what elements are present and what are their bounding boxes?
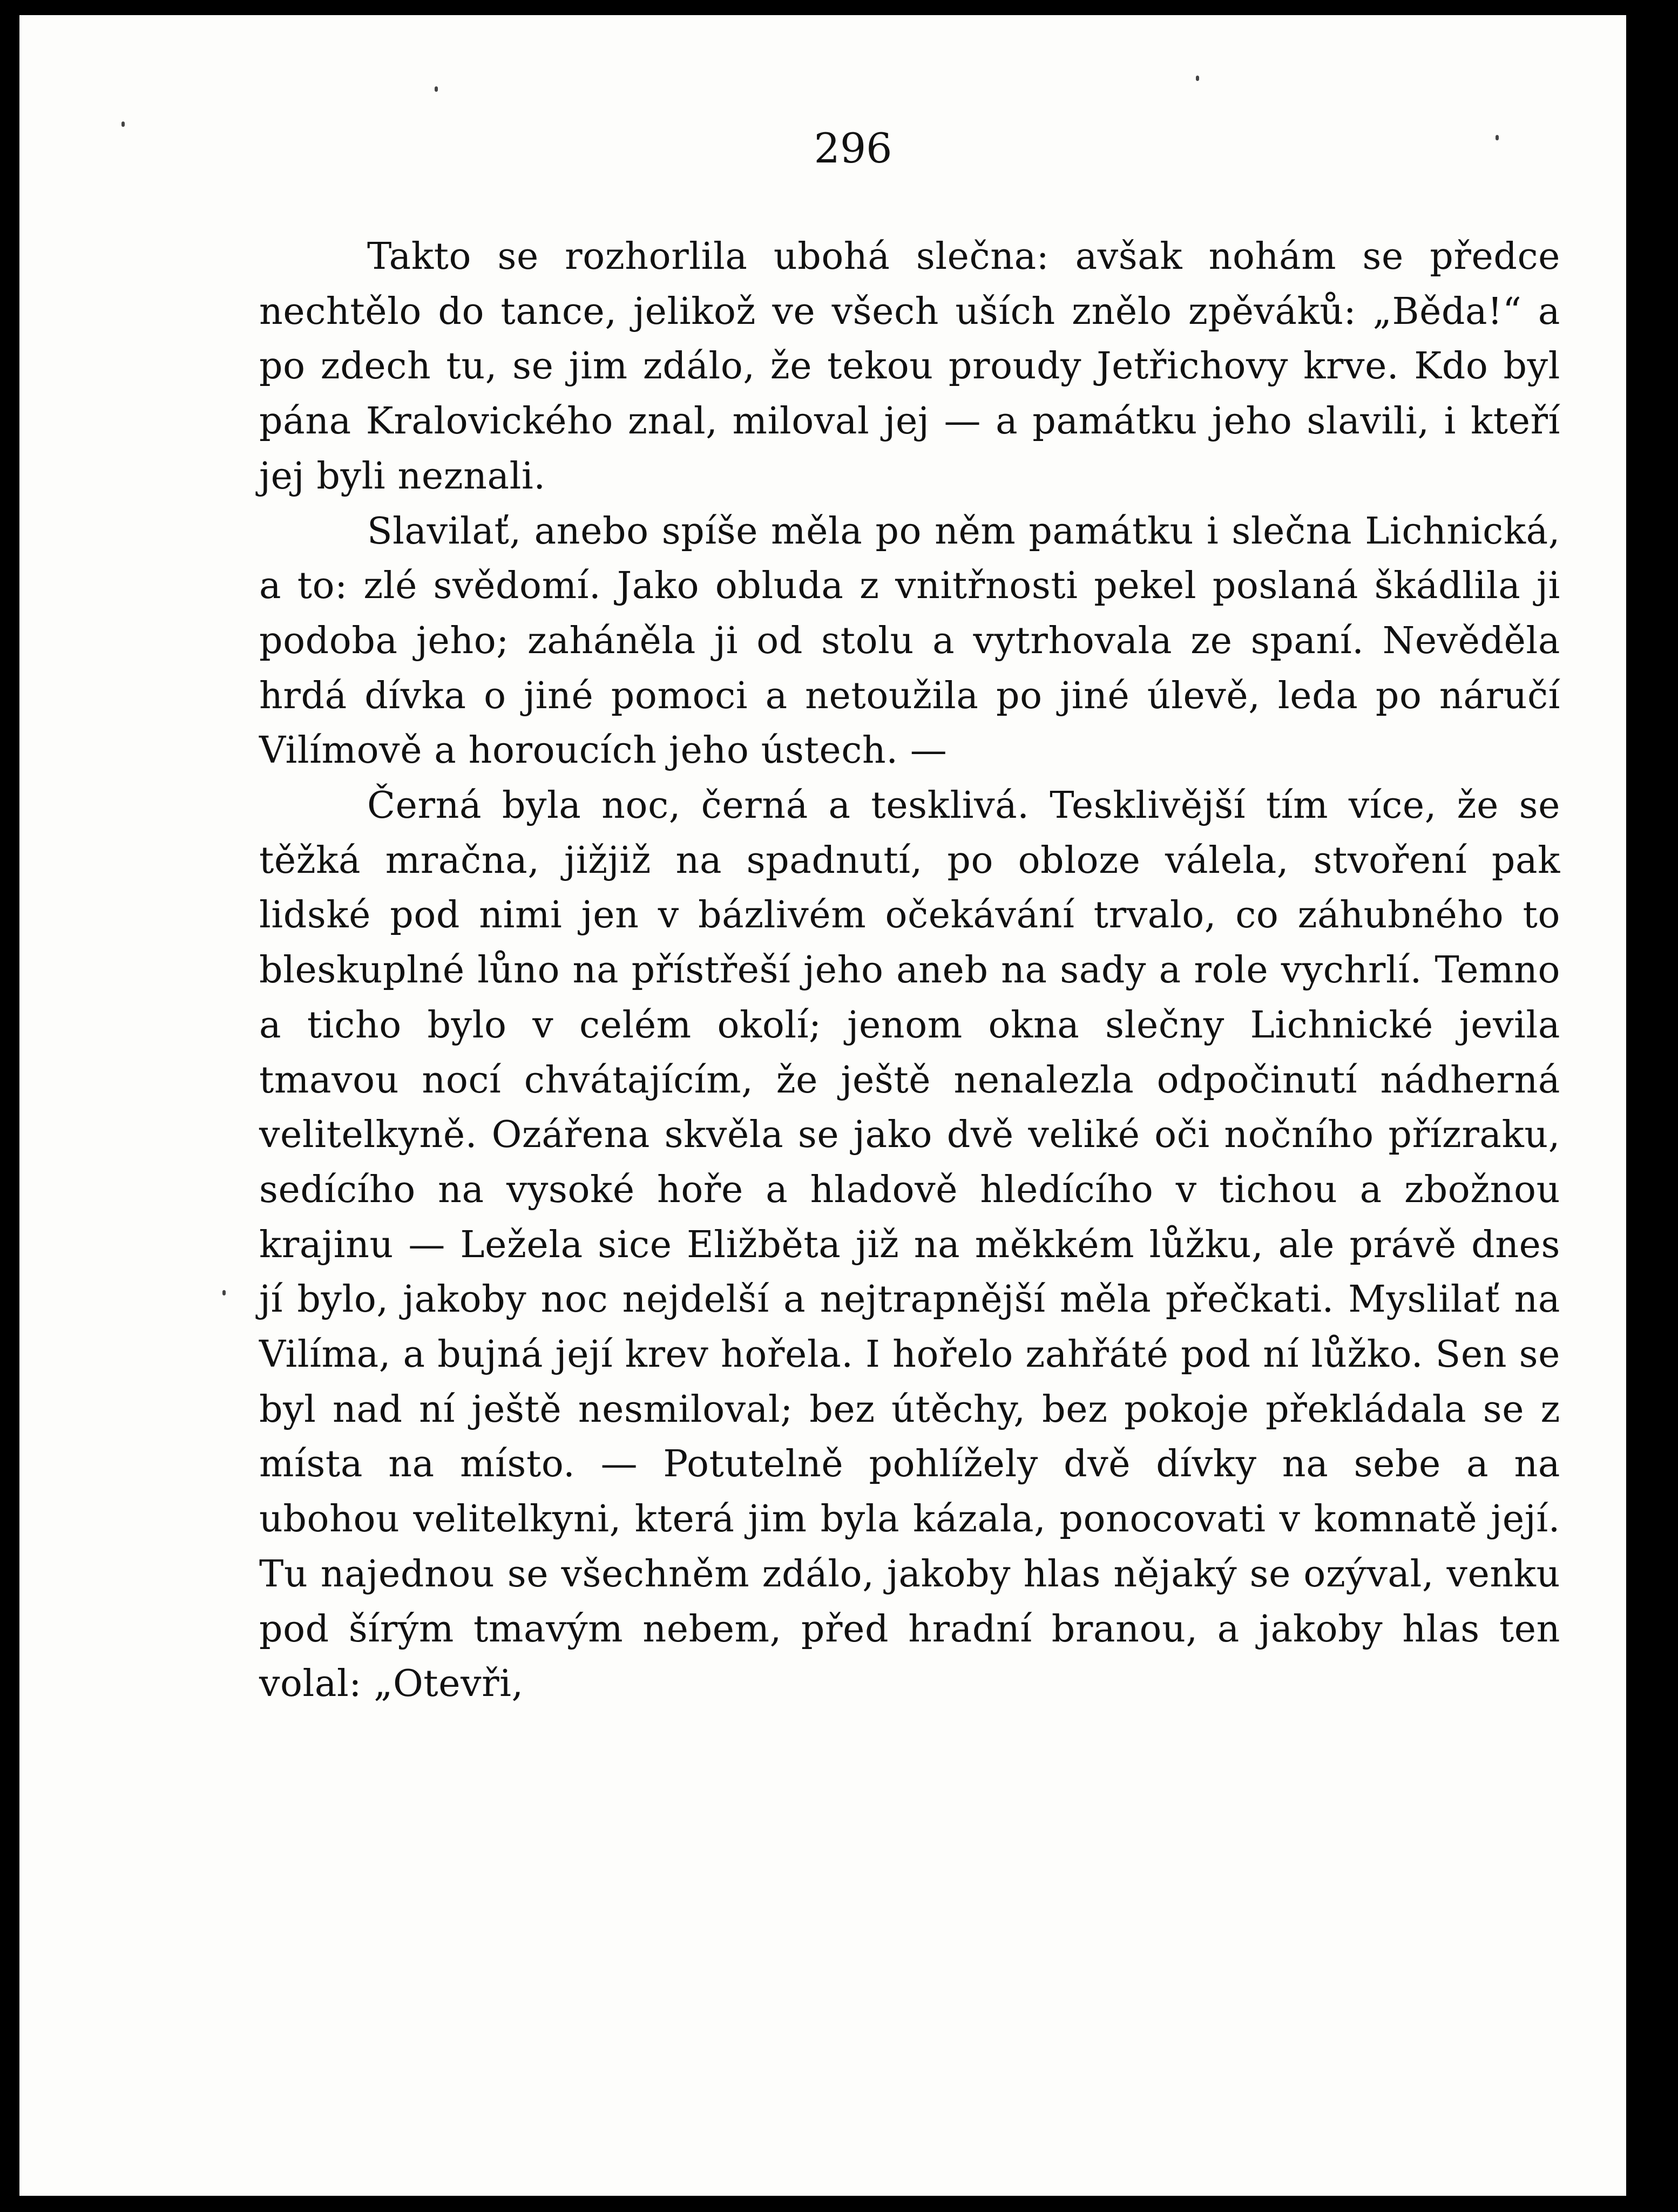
ink-speck [435, 86, 438, 92]
page-number: 296 [814, 124, 892, 172]
paragraph-2: Slavilať, anebo spíše měla po něm památku i slečna Lichnická, a to: zlé svědomí. Jako obluda z vnitřnosti pekel poslaná škádlila ji podoba jeho; zaháněla ji od stolu a vytrhovala ze spaní. Nevěděla hrdá dívka o jiné pomoci a netoužila po jiné úlevě, leda po náručí Vilímově a horoucích jeho ústech. — [259, 510, 1560, 772]
ink-speck [222, 1290, 226, 1295]
paragraph-1: Takto se rozhorlila ubohá slečna: avšak nohám se předce nechtělo do tance, jelikož ve všech uších znělo zpěváků: „Běda!“ a po zdech tu, se jim zdálo, že tekou proudy Jetřichovy krve. Kdo byl pána Kralovického znal, miloval jej — a památku jeho slavili, i kteří jej byli neznali. [259, 235, 1560, 498]
ink-speck [121, 121, 125, 127]
ink-speck [1196, 76, 1199, 81]
ink-speck [1496, 135, 1499, 140]
body-text [259, 229, 1560, 1712]
paragraph-3: Černá byla noc, černá a tesklivá. Tesklivější tím více, že se těžká mračna, jižjiž na spadnutí, po obloze válela, stvoření pak lidské pod nimi jen v bázlivém očekávání trvalo, co záhubného to bleskuplné lůno na přístřeší jeho aneb na sady a role vychrlí. Temno a ticho bylo v celém okolí; jenom okna slečny Lichnické jevila tmavou nocí chvátajícím, že ještě nenalezla odpočinutí nádherná velitelkyně. Ozářena skvěla se jako dvě veliké oči nočního přízraku, sedícího na vysoké hoře a hladově hledícího v tichou a zbožnou krajinu — Ležela sice Eližběta již na měkkém lůžku, ale právě dnes jí bylo, jakoby noc nejdelší a nejtrapnější měla přečkati. Myslilať na Vilíma, a bujná její krev hořela. I hořelo zahřáté pod ní lůžko. Sen se byl nad ní ještě nesmiloval; bez útěchy, bez pokoje překládala se z místa na místo. — Potutelně pohlížely dvě dívky na sebe a na ubohou velitelkyni, která jim byla kázala, ponocovati v komnatě její. Tu najednou se všechněm zdálo, jakoby hlas nějaký se ozýval, venku pod šírým tmavým nebem, před hradní branou, a jakoby hlas ten volal: „Otevři, [259, 784, 1560, 1706]
